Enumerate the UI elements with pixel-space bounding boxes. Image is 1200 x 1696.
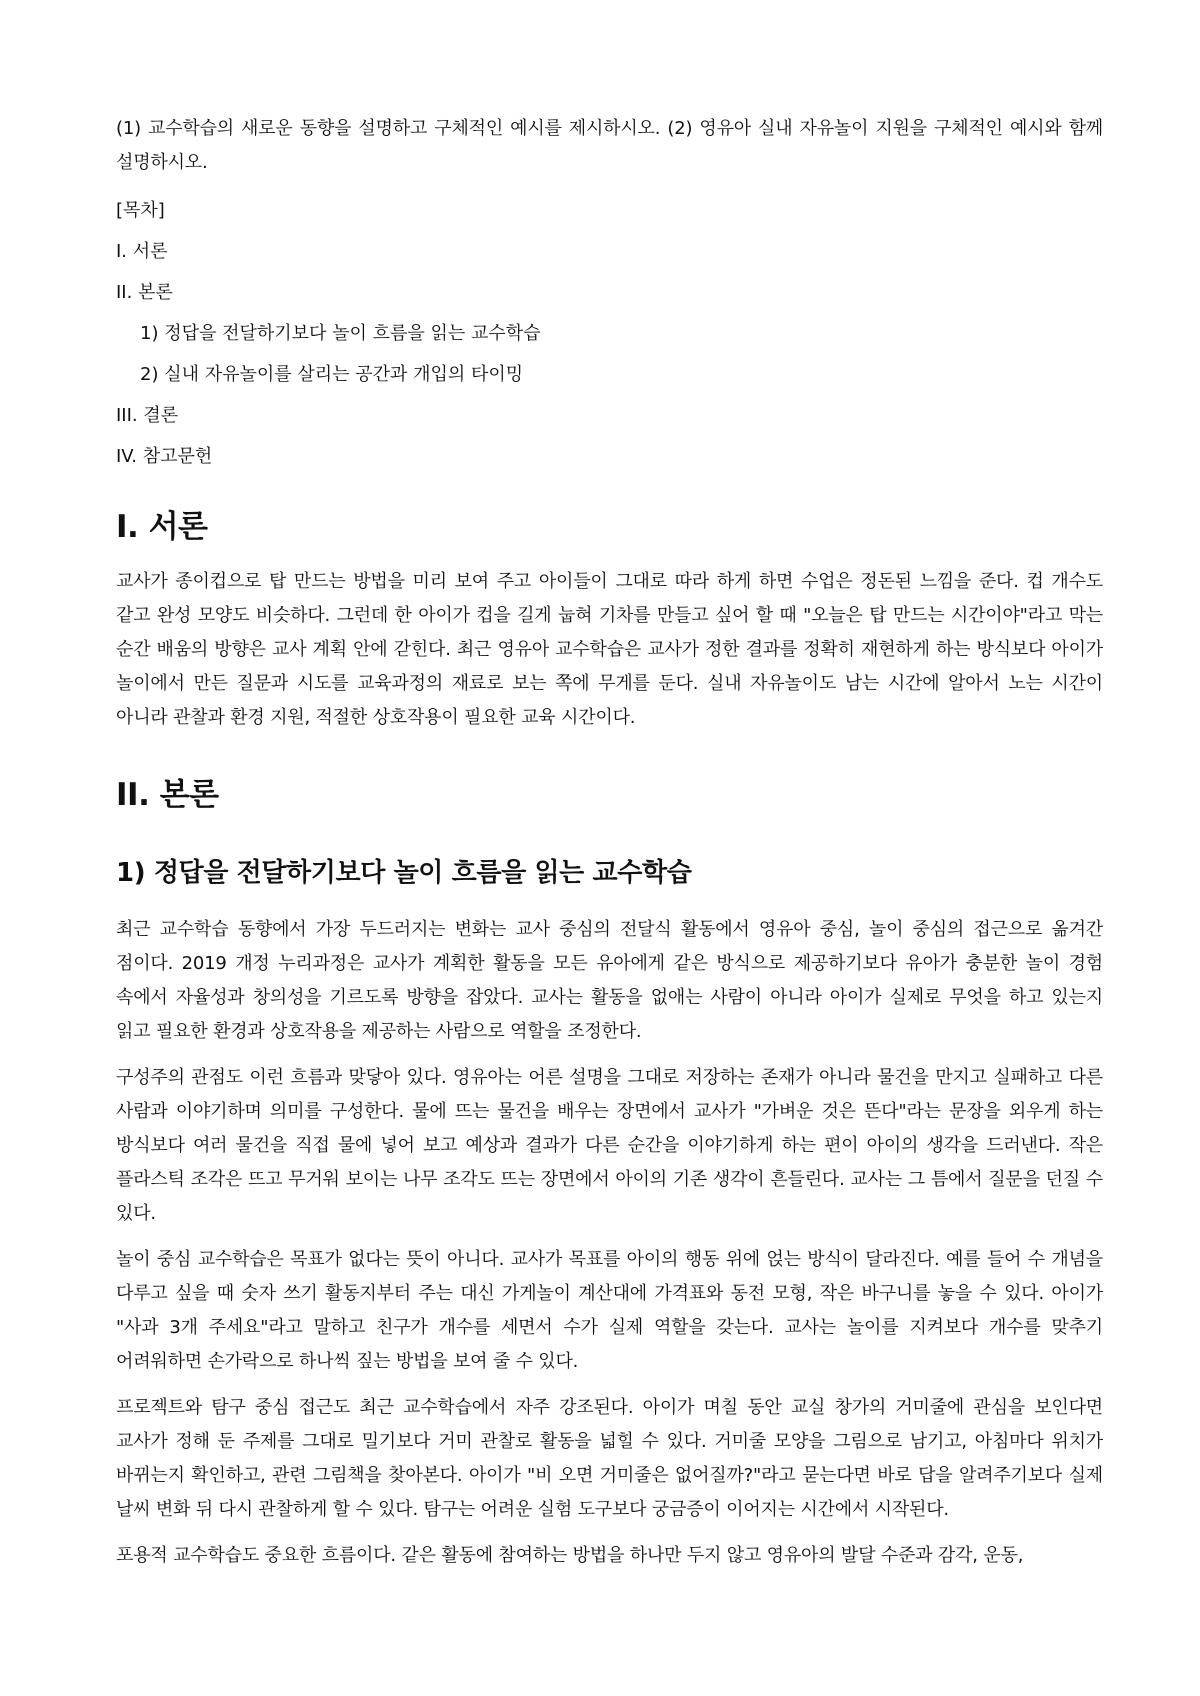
body-paragraph: 놀이 중심 교수학습은 목표가 없다는 뜻이 아니다. 교사가 목표를 아이의 행동 위에 얹는 방식이 달라진다. 예를 들어 수 개념을 다루고 싶을 때 숫자 쓰기 활동지부터 주는 대신 가게놀이 계산대에 가격표와 동전 모형, 작은 바구니를 놓을 수 있다. 아이가 "사과 3개 주세요"라고 말하고 친구가 개수를 세면서 수가 실제 역할을 갖는다. 교사는 놀이를 지켜보다 개수를 맞추기 어려워하면 손가락으로 하나씩 짚는 방법을 보여 줄 수 있다. [116,1249,1104,1372]
toc-item-conclusion: III. 결론 [116,405,179,426]
toc-item-body-sub1: 1) 정답을 전달하기보다 놀이 흐름을 읽는 교수학습 [140,323,541,344]
intro-heading: I. 서론 [116,509,208,545]
toc-item-references: IV. 참고문헌 [116,446,213,467]
body-paragraph: 프로젝트와 탐구 중심 접근도 최근 교수학습에서 자주 강조된다. 아이가 며칠 동안 교실 창가의 거미줄에 관심을 보인다면 교사가 정해 둔 주제를 그대로 밀기보다 거미 관찰로 활동을 넓힐 수 있다. 거미줄 모양을 그림으로 남기고, 아침마다 위치가 바뀌는지 확인하고, 관련 그림책을 찾아본다. 아이가 "비 오면 거미줄은 없어질까?"라고 묻는다면 바로 답을 알려주기보다 실제 날씨 변화 뒤 다시 관찰하게 할 수 있다. 탐구는 어려운 실험 도구보다 궁금증이 이어지는 시간에서 시작된다. [116,1397,1103,1520]
toc-heading: [목차] [116,200,165,221]
intro-section [116,505,1103,735]
toc-item-body-sub2: 2) 실내 자유놀이를 살리는 공간과 개입의 타이밍 [140,364,524,385]
table-of-contents [116,190,1103,477]
body-paragraph: 포용적 교수학습도 중요한 흐름이다. 같은 활동에 참여하는 방법을 하나만 두지 않고 영유아의 발달 수준과 감각, 운동, [116,1545,1024,1566]
subsection-1-heading: 1) 정답을 전달하기보다 놀이 흐름을 읽는 교수학습 [116,858,692,888]
intro-paragraph: 교사가 종이컵으로 탑 만드는 방법을 미리 보여 주고 아이들이 그대로 따라 하게 하면 수업은 정돈된 느낌을 준다. 컵 개수도 같고 완성 모양도 비슷하다. 그런데 한 아이가 컵을 길게 눕혀 기차를 만들고 싶어 할 때 "오늘은 탑 만드는 시간이야"라고 막는 순간 배움의 방향은 교사 계획 안에 갇힌다. 최근 영유아 교수학습은 교사가 정한 결과를 정확히 재현하게 하는 방식보다 아이가 놀이에서 만든 질문과 시도를 교육과정의 재료로 보는 쪽에 무게를 둔다. 실내 자유놀이도 남는 시간에 알아서 노는 시간이 아니라 관찰과 환경 지원, 적절한 상호작용이 필요한 교육 시간이다. [116,571,1103,728]
assignment-question: (1) 교수학습의 새로운 동향을 설명하고 구체적인 예시를 제시하시오. (2) 영유아 실내 자유놀이 지원을 구체적인 예시와 함께 설명하시오. [116,118,1103,173]
toc-item-body: II. 본론 [116,282,173,303]
body-heading: II. 본론 [116,777,219,813]
body-section [116,773,1103,1573]
body-paragraph: 최근 교수학습 동향에서 가장 두드러지는 변화는 교사 중심의 전달식 활동에서 영유아 중심, 놀이 중심의 접근으로 옮겨간 점이다. 2019 개정 누리과정은 교사가 계획한 활동을 모든 유아에게 같은 방식으로 제공하기보다 유아가 충분한 놀이 경험 속에서 자율성과 창의성을 기르도록 방향을 잡았다. 교사는 활동을 없애는 사람이 아니라 아이가 실제로 무엇을 하고 있는지 읽고 필요한 환경과 상호작용을 제공하는 사람으로 역할을 조정한다. [116,919,1103,1042]
toc-item-intro: I. 서론 [116,241,168,262]
body-paragraph: 구성주의 관점도 이런 흐름과 맞닿아 있다. 영유아는 어른 설명을 그대로 저장하는 존재가 아니라 물건을 만지고 실패하고 다른 사람과 이야기하며 의미를 구성한다. 물에 뜨는 물건을 배우는 장면에서 교사가 "가벼운 것은 뜬다"라는 문장을 외우게 하는 방식보다 여러 물건을 직접 물에 넣어 보고 예상과 결과가 다른 순간을 이야기하게 하는 편이 아이의 생각을 드러낸다. 작은 플라스틱 조각은 뜨고 무거워 보이는 나무 조각도 뜨는 장면에서 아이의 기존 생각이 흔들린다. 교사는 그 틈에서 질문을 던질 수 있다. [116,1067,1103,1224]
